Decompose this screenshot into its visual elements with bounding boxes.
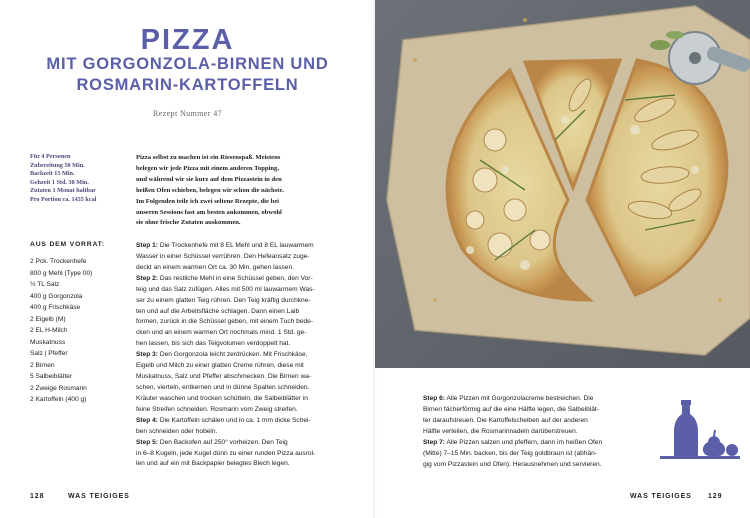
step-text: schen, vierteln, entkernen und in dünne Spalten schneiden. bbox=[136, 383, 310, 391]
step-text: Den Backofen auf 250° vorheizen. Den Teig bbox=[157, 438, 288, 446]
page-number-left: 128 bbox=[30, 493, 45, 500]
step-text: hen lassen, bis sich das Teigvolumen verdoppelt hat. bbox=[136, 340, 291, 348]
step-line bbox=[136, 339, 352, 350]
step-label: Step 1: bbox=[136, 242, 158, 249]
ingredient-item: 800 g Mehl (Type 00) bbox=[30, 269, 93, 277]
step-line bbox=[136, 383, 352, 394]
step-label: Step 7: bbox=[423, 438, 445, 446]
ingredient-item: 2 Pck. Trockenhefe bbox=[30, 258, 87, 265]
right-page bbox=[375, 0, 750, 518]
intro-line: unseren Sessions fast am besten ankommen, obwohl bbox=[136, 208, 282, 216]
meta-line: Pro Portion ca. 1435 kcal bbox=[30, 195, 97, 203]
bottle-garlic-icon bbox=[660, 398, 740, 462]
ingredient-item: 2 Birnen bbox=[30, 361, 55, 369]
step-text: Den Gorgonzola leicht zerdrücken. Mit Frischkäse, bbox=[157, 351, 308, 359]
step-text: ser zu einem glatten Teig rühren. Den Teig kräftig durchkne- bbox=[136, 296, 311, 304]
step-text: Die Kartoffeln schälen und in ca. 1 mm dicke Schei- bbox=[157, 416, 311, 424]
step-text: Wasser in einer Schüssel verrühren. Den Hefeansatz zuge- bbox=[136, 252, 310, 260]
step-line bbox=[136, 361, 352, 372]
ingredient-item: Muskatnuss bbox=[30, 338, 66, 346]
ingredient-item: 400 g Frischkäse bbox=[30, 304, 81, 311]
step-text: ten und auf die Arbeitsfläche schlagen. Dann einen Laib bbox=[136, 307, 300, 315]
step-text: Kräuter waschen und trocken schütteln, die Salbeiblätter in bbox=[136, 394, 308, 402]
step-line bbox=[136, 416, 352, 427]
step-text: Muskatnuss, Salz und Pfeffer abschmecken. Die Birnen wa- bbox=[136, 373, 312, 381]
step-text: feine Streifen schneiden. Rosmarin vom Zweig streifen. bbox=[136, 405, 298, 413]
page-title: PIZZA bbox=[140, 24, 235, 56]
step-text: gig vom Pizzastein und Ofen). Herausnehmen und servieren. bbox=[423, 460, 602, 468]
intro-line: heißen Ofen schieben, belegen wir schon die nächste. bbox=[136, 186, 285, 194]
step-line bbox=[136, 252, 352, 263]
step-text: Birnen fächerförmig auf die eine Hälfte legen, die Salbeiblät- bbox=[423, 405, 599, 413]
step-line bbox=[136, 427, 352, 438]
step-line bbox=[423, 394, 643, 405]
method-steps bbox=[136, 241, 352, 470]
step-line bbox=[423, 449, 643, 460]
section-name-right: WAS TEIGIGES bbox=[630, 493, 692, 500]
ingredient-item: 400 g Gorgonzola bbox=[30, 292, 83, 300]
step-line bbox=[136, 328, 352, 339]
step-label: Step 6: bbox=[423, 395, 445, 402]
step-text: cken und an einem warmen Ort nochmals mind. 1 Std. ge- bbox=[136, 329, 307, 337]
step-text: (Mitte) 7–15 Min. backen, bis der Teig goldbraun ist (abhän- bbox=[423, 449, 597, 457]
step-text: Das restliche Mehl in eine Schüssel geben, den Vor- bbox=[157, 274, 313, 282]
meta-line: Backzeit 15 Min. bbox=[30, 170, 75, 178]
step-line bbox=[136, 405, 352, 416]
step-line bbox=[423, 438, 643, 449]
step-label: Step 5: bbox=[136, 438, 158, 446]
pizza-photo bbox=[375, 0, 750, 368]
ingredient-item: ½ TL Salz bbox=[30, 281, 60, 288]
step-line bbox=[136, 296, 352, 307]
step-line bbox=[136, 274, 352, 285]
step-label: Step 2: bbox=[136, 274, 158, 282]
ingredient-item: Salz | Pfeffer bbox=[30, 350, 68, 357]
step-text: Alle Pizzen salzen und pfeffern, dann im heißen Ofen bbox=[444, 438, 603, 446]
step-text: len und auf ein mit Backpapier belegtes Blech legen. bbox=[136, 460, 290, 468]
step-line bbox=[136, 449, 352, 460]
step-text: Alle Pizzen mit Gorgonzolacreme bestreichen. Die bbox=[444, 395, 594, 402]
ingredient-item: 5 Salbeiblätter bbox=[30, 373, 73, 380]
ingredient-item: 2 EL H-Milch bbox=[30, 327, 68, 334]
intro-line: Pizza selbst zu machen ist ein Riesenspaß. Meistens bbox=[136, 154, 281, 161]
step-line bbox=[136, 459, 352, 470]
meta-line: Zutaten 1 Monat haltbar bbox=[30, 187, 96, 195]
book-gutter bbox=[373, 0, 377, 518]
meta-line: Für 4 Personen bbox=[30, 153, 71, 160]
intro-paragraph bbox=[136, 153, 346, 229]
step-line bbox=[136, 394, 352, 405]
intro-line: Im Folgenden teile ich zwei seltene Rezepte, die bei bbox=[136, 197, 280, 205]
method-steps-continued bbox=[423, 394, 643, 470]
page-number-right: 129 bbox=[708, 493, 723, 500]
step-text: Eigelb und Milch zu einer glatten Creme rühren, diese mit bbox=[136, 362, 304, 370]
ingredients-heading: AUS DEM VORRAT: bbox=[30, 241, 105, 248]
ingredient-item: 2 Kartoffeln (400 g) bbox=[30, 396, 87, 403]
step-line bbox=[136, 372, 352, 383]
step-text: Hälfte verteilen, die Rosmarinnadeln darüberstreuen. bbox=[423, 427, 578, 435]
step-text: Die Trockenhefe mit 8 EL Mehl und 8 EL lauwarmem bbox=[157, 242, 314, 249]
ingredient-item: 2 Zweige Rosmarin bbox=[30, 384, 87, 392]
ingredient-item: 2 Eigelb (M) bbox=[30, 315, 66, 323]
step-text: in 6–8 Kugeln, jede Kugel dünn zu einer runden Pizza ausrol- bbox=[136, 449, 316, 457]
step-text: teig und das Salz zufügen. Alles mit 500 ml lauwarmem Was- bbox=[136, 285, 315, 293]
step-label: Step 3: bbox=[136, 351, 158, 359]
recipe-meta bbox=[30, 153, 130, 205]
bottle-garlic-illustration bbox=[660, 398, 740, 462]
step-line bbox=[423, 460, 643, 471]
page-subtitle-line-2: ROSMARIN-KARTOFFELN bbox=[76, 76, 299, 94]
ingredients-list bbox=[30, 256, 130, 406]
step-line bbox=[136, 241, 352, 252]
recipe-number: Rezept Nummer 47 bbox=[152, 109, 223, 118]
step-line bbox=[423, 427, 643, 438]
meta-line: Gehzeit 1 Std. 30 Min. bbox=[30, 178, 89, 186]
intro-line: belegen wir jede Pizza mit einem anderen Topping, bbox=[136, 164, 279, 172]
step-line bbox=[136, 263, 352, 274]
step-label: Step 4: bbox=[136, 416, 158, 424]
step-text: ter daraufstreuen. Die Kartoffelscheiben auf der anderen bbox=[423, 416, 588, 424]
step-text: ben schneiden oder hobeln. bbox=[136, 427, 218, 435]
step-line bbox=[423, 405, 643, 416]
step-line bbox=[136, 307, 352, 318]
step-text: deckt an einem warmen Ort ca. 30 Min. gehen lassen. bbox=[136, 263, 294, 271]
meta-line: Zubereitung 50 Min. bbox=[30, 161, 85, 169]
step-line bbox=[136, 285, 352, 296]
step-line bbox=[423, 416, 643, 427]
step-line bbox=[136, 438, 352, 449]
intro-line: und während wir sie kurz auf dem Pizzastein in den bbox=[136, 175, 282, 183]
intro-line: sie ohne frische Zutaten auskommen. bbox=[136, 219, 241, 227]
step-line bbox=[136, 350, 352, 361]
section-name-left: WAS TEIGIGES bbox=[68, 493, 130, 500]
page-subtitle-line-1: MIT GORGONZOLA-BIRNEN UND bbox=[46, 55, 329, 73]
step-text: formen, zurück in die Schüssel geben, mit einem Tuch bede- bbox=[136, 318, 314, 326]
pizza-photo-illustration bbox=[375, 0, 750, 368]
step-line bbox=[136, 317, 352, 328]
